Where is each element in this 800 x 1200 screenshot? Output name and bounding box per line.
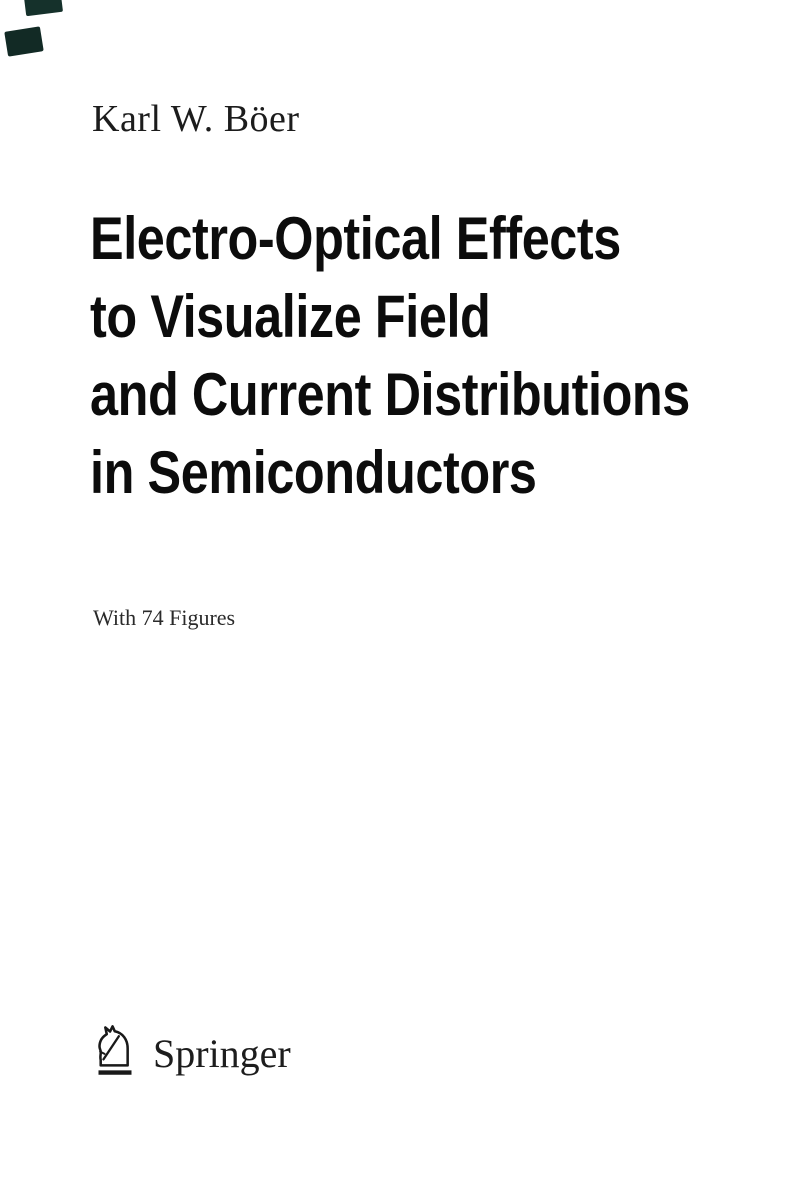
scan-artifact-top xyxy=(24,0,63,16)
title-line-4: in Semiconductors xyxy=(90,439,537,506)
springer-knight-icon xyxy=(93,1022,137,1078)
book-title xyxy=(90,200,690,512)
title-line-2: to Visualize Field xyxy=(90,283,491,350)
title-line-3: and Current Distributions xyxy=(90,361,690,428)
title-line-1: Electro-Optical Effects xyxy=(90,205,621,272)
publisher-name: Springer xyxy=(153,1031,291,1076)
springer-logo xyxy=(93,1022,291,1078)
figures-note: With 74 Figures xyxy=(93,605,236,630)
author-name: Karl W. Böer xyxy=(92,98,300,140)
scan-artifact-left xyxy=(4,26,43,56)
